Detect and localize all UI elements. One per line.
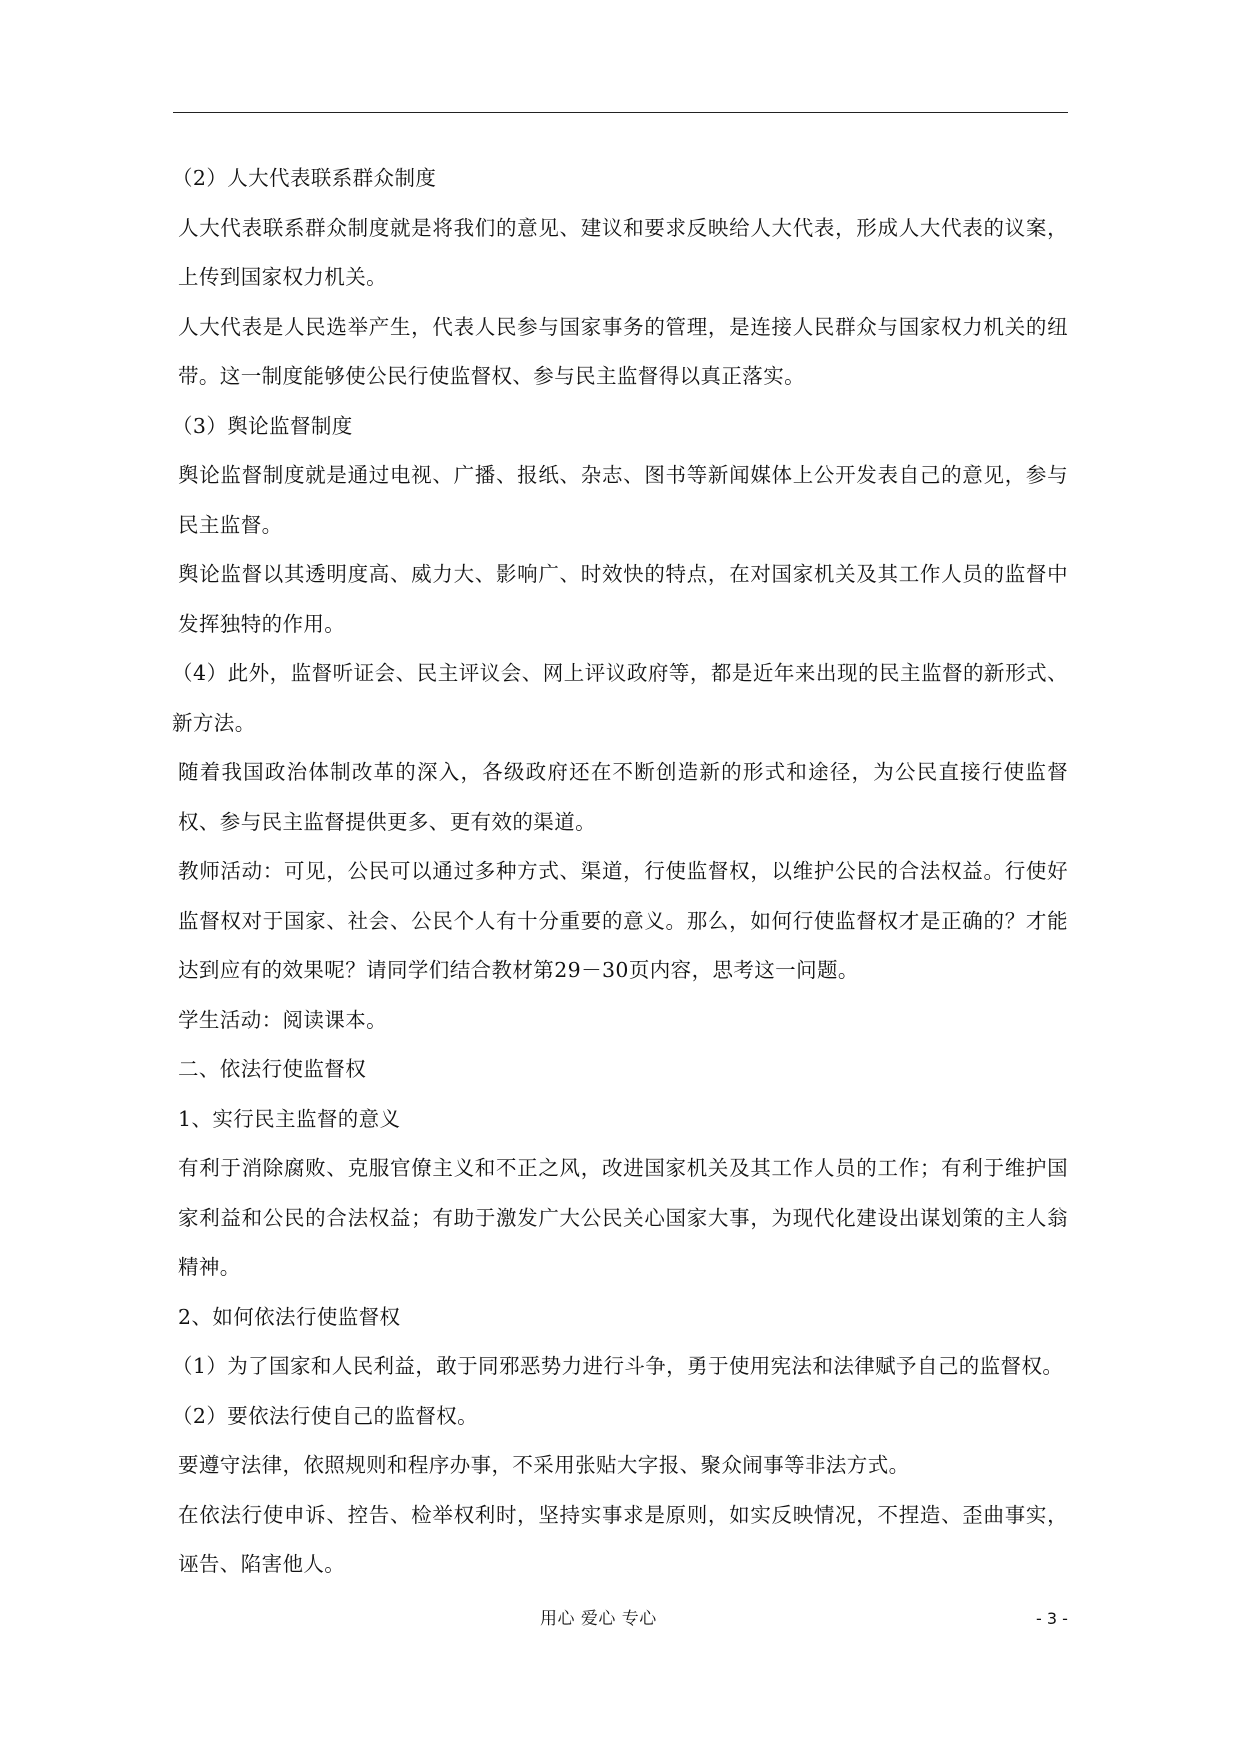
header-rule xyxy=(173,112,1068,113)
paragraph: 人大代表联系群众制度就是将我们的意见、建议和要求反映给人大代表，形成人大代表的议案，上传到国家权力机关。 xyxy=(178,215,1068,289)
paragraph: 有利于消除腐败、克服官僚主义和不正之风，改进国家机关及其工作人员的工作；有利于维护国家利益和公民的合法权益；有助于激发广大公民关心国家大事，为现代化建设出谋划策的主人翁精神。 xyxy=(178,1156,1068,1279)
paragraph: （2）人大代表联系群众制度 xyxy=(172,166,437,190)
page-number: - 3 - xyxy=(1036,1609,1068,1628)
paragraph: 人大代表是人民选举产生，代表人民参与国家事务的管理，是连接人民群众与国家权力机关的纽带。这一制度能够使公民行使监督权、参与民主监督得以真正落实。 xyxy=(178,314,1068,388)
paragraph: 舆论监督以其透明度高、威力大、影响广、时效快的特点，在对国家机关及其工作人员的监督中发挥独特的作用。 xyxy=(178,562,1068,636)
paragraph: 随着我国政治体制改革的深入，各级政府还在不断创造新的形式和途径，为公民直接行使监督权、参与民主监督提供更多、更有效的渠道。 xyxy=(178,760,1068,834)
paragraph: 舆论监督制度就是通过电视、广播、报纸、杂志、图书等新闻媒体上公开发表自己的意见，参与民主监督。 xyxy=(178,463,1068,537)
section-heading: 二、依法行使监督权 xyxy=(178,1057,367,1081)
page-footer xyxy=(0,1606,1241,1632)
paragraph: 在依法行使申诉、控告、检举权利时，坚持实事求是原则，如实反映情况，不捏造、歪曲事实，诬告、陷害他人。 xyxy=(178,1502,1068,1576)
paragraph: （4）此外，监督听证会、民主评议会、网上评议政府等，都是近年来出现的民主监督的新形式、新方法。 xyxy=(172,661,1068,735)
subsection-heading: 2、如何依法行使监督权 xyxy=(178,1304,401,1329)
paragraph: （3）舆论监督制度 xyxy=(172,413,353,438)
paragraph: （1）为了国家和人民利益，敢于同邪恶势力进行斗争，勇于使用宪法和法律赋予自己的监督权。 xyxy=(172,1354,1064,1378)
subsection-heading: 1、实行民主监督的意义 xyxy=(178,1106,401,1131)
paragraph: 要遵守法律，依照规则和程序办事，不采用张贴大字报、聚众闹事等非法方式。 xyxy=(178,1453,910,1477)
document-body xyxy=(172,154,1068,1590)
footer-motto: 用心 爱心 专心 xyxy=(540,1609,657,1629)
paragraph: 教师活动：可见，公民可以通过多种方式、渠道，行使监督权，以维护公民的合法权益。行使好监督权对于国家、社会、公民个人有十分重要的意义。那么，如何行使监督权才是正确的？才能达到应有的效果呢？请同学们结合教材第29－30页内容，思考这一问题。 xyxy=(178,859,1068,982)
paragraph: （2）要依法行使自己的监督权。 xyxy=(172,1403,479,1428)
paragraph: 学生活动：阅读课本。 xyxy=(178,1007,387,1032)
